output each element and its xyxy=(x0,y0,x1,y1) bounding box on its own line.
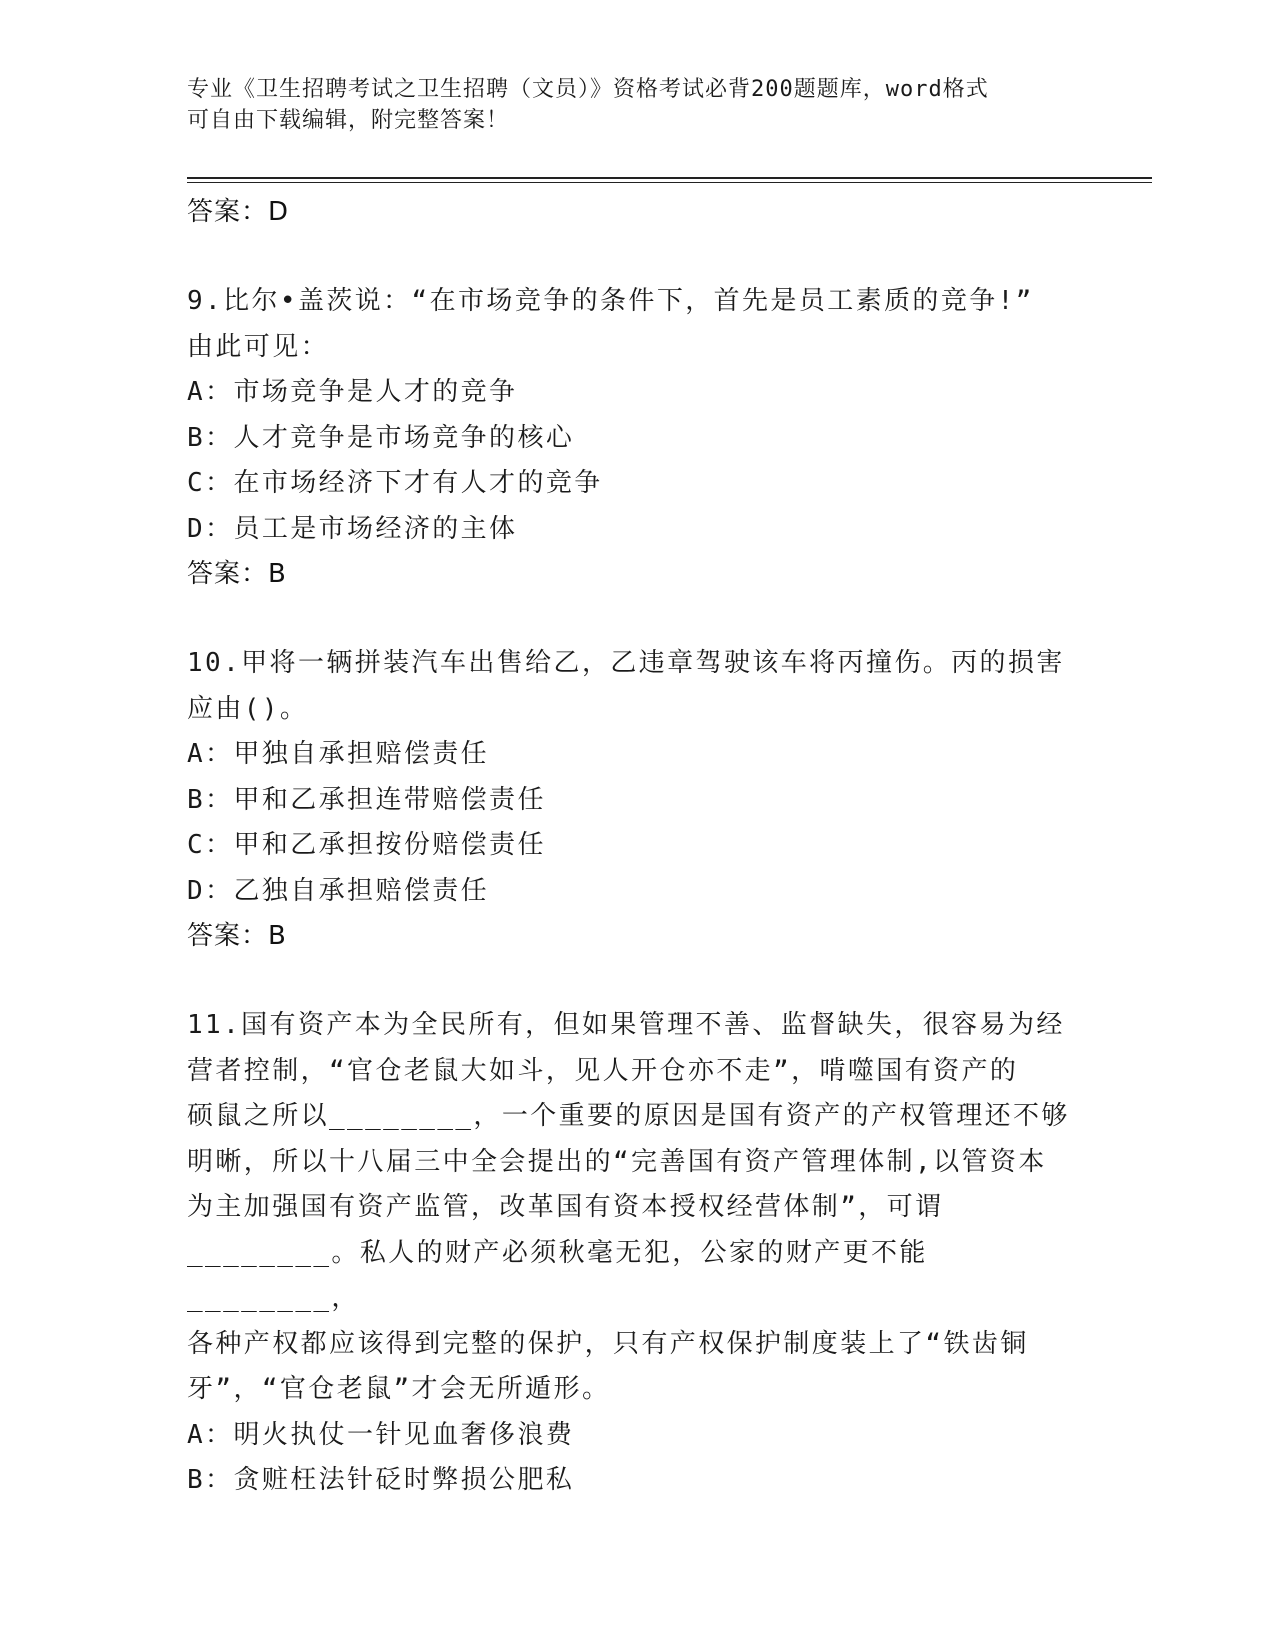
answer-line: 答案：D xyxy=(187,197,290,227)
document-body xyxy=(187,190,1087,1504)
option-d: D：员工是市场经济的主体 xyxy=(187,513,518,544)
header-divider xyxy=(187,177,1152,179)
question-text-line: ________。私人的财产必须秋毫无犯，公家的财产更不能________， xyxy=(187,1237,928,1313)
document-header xyxy=(187,74,1067,136)
question-10 xyxy=(187,641,1087,959)
option-a: A：市场竞争是人才的竞争 xyxy=(187,377,518,407)
question-text-line: 各种产权都应该得到完整的保护，只有产权保护制度装上了“铁齿铜 xyxy=(187,1328,1029,1359)
question-text-line: 为主加强国有资产监管，改革国有资本授权经营体制”，可谓 xyxy=(187,1192,944,1222)
header-line-2: 可自由下载编辑，附完整答案！ xyxy=(187,108,510,133)
question-text-line: 10.甲将一辆拼装汽车出售给乙，乙违章驾驶该车将丙撞伤。丙的损害 xyxy=(187,648,1065,678)
option-d: D：乙独自承担赔偿责任 xyxy=(187,875,490,906)
question-text-line: 牙”，“官仓老鼠”才会无所遁形。 xyxy=(187,1374,611,1404)
question-text-line: 明晰，所以十八届三中全会提出的“完善国有资产管理体制,以管资本 xyxy=(187,1146,1047,1177)
question-11 xyxy=(187,1003,1087,1504)
option-c: C：在市场经济下才有人才的竞争 xyxy=(187,468,603,498)
answer-line: 答案：B xyxy=(187,921,287,951)
option-c: C：甲和乙承担按份赔偿责任 xyxy=(187,830,546,860)
option-a: A：明火执仗一针见血奢侈浪费 xyxy=(187,1419,575,1450)
question-text-line: 应由()。 xyxy=(187,693,309,724)
answer-line: 答案：B xyxy=(187,559,287,589)
question-text-line: 由此可见： xyxy=(187,331,330,362)
header-line-1: 专业《卫生招聘考试之卫生招聘（文员）》资格考试必背200题题库，word格式 xyxy=(187,77,989,102)
question-9 xyxy=(187,279,1087,597)
option-b: B：甲和乙承担连带赔偿责任 xyxy=(187,784,546,815)
question-text-line: 硕鼠之所以________，一个重要的原因是国有资产的产权管理还不够 xyxy=(187,1101,1070,1131)
question-text-line: 营者控制，“官仓老鼠大如斗，见人开仓亦不走”，啃噬国有资产的 xyxy=(187,1055,1019,1086)
question-text-line: 11.国有资产本为全民所有，但如果管理不善、监督缺失，很容易为经 xyxy=(187,1010,1065,1040)
option-a: A：甲独自承担赔偿责任 xyxy=(187,739,490,769)
option-b: B：贪赃枉法针砭时弊损公肥私 xyxy=(187,1465,575,1495)
header-divider-thin xyxy=(187,182,1152,183)
question-text-line: 9.比尔•盖茨说：“在市场竞争的条件下，首先是员工素质的竞争!” xyxy=(187,286,1034,316)
option-b: B：人才竞争是市场竞争的核心 xyxy=(187,422,575,453)
